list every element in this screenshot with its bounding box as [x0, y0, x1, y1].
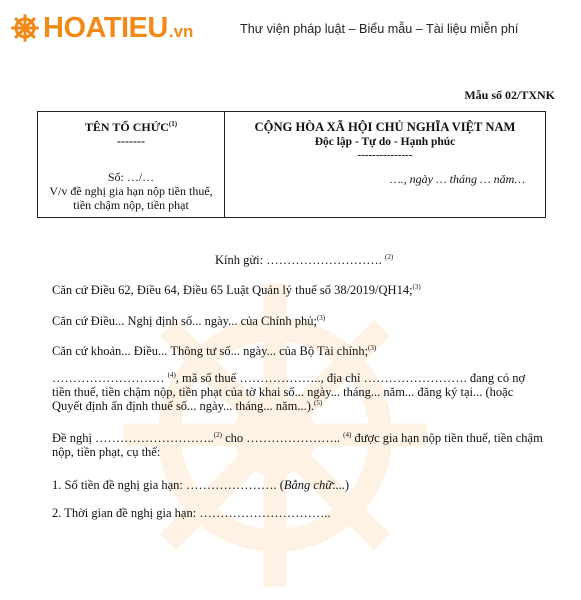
paragraph-legal-basis-decree: Căn cứ Điều... Nghị định số... ngày... của Chính phủ;$^{(3)}$	[52, 313, 326, 328]
logo-suffix: .vn	[168, 21, 194, 41]
paragraph-request: Đề nghị ………………………..$^{(2)}$ cho ………………….. $^{(4)}$ được gia hạn nộp tiền thuế, tiền chậm nộp, tiền phạt, cụ thể:	[52, 430, 543, 459]
item-duration: 2. Thời gian đề nghị gia hạn: …………………………..	[52, 506, 331, 520]
organization-divider: -------	[117, 134, 145, 148]
item-amount: 1. Số tiền đề nghị gia hạn: …………………. (Bằng chữ:...)	[52, 478, 350, 492]
organization-name: TÊN TỔ CHỨC$^{(1)}$	[84, 120, 178, 134]
paragraph-debt-info: ……………………… $^{(4)}$, mã số thuế ……………….., địa chỉ ……………………. đang có nợ tiền thuế, tiền chậm nộp, tiền phạt của tờ khai số... ngày... tháng... năm... đăng ký tại... (hoặc Quyết định ấn định thuế số... ngày... tháng... năm...).$^{(5)}$	[52, 370, 526, 413]
salutation: Kính gửi: ………………………. $^{(2)}$	[215, 252, 394, 267]
paragraph-legal-basis-circular: Căn cứ khoản... Điều... Thông tư số... ngày... của Bộ Tài chính;$^{(3)}$	[52, 343, 377, 358]
national-header-column	[225, 112, 545, 217]
form-number: Mẫu số 02/TXNK	[464, 88, 555, 102]
site-logo[interactable]	[10, 10, 193, 46]
motto-divider: ---------------	[357, 149, 413, 161]
national-title: CỘNG HÒA XÃ HỘI CHỦ NGHĨA VIỆT NAM	[254, 120, 516, 134]
ship-wheel-icon	[10, 13, 40, 43]
document-subject: V/v đề nghị gia hạn nộp tiền thuế, tiền chậm nộp, tiền phạt	[49, 184, 213, 212]
organization-column	[38, 112, 225, 217]
site-tagline: Thư viện pháp luật – Biểu mẫu – Tài liệu miễn phí	[240, 22, 519, 36]
national-motto: Độc lập - Tự do - Hạnh phúc	[314, 136, 456, 148]
date-line: …., ngày … tháng … năm…	[389, 172, 525, 186]
logo-name: HOATIEU	[43, 11, 168, 44]
document-number: Số: …/…	[107, 170, 155, 184]
document-header-table	[37, 111, 546, 218]
paragraph-legal-basis-law: Căn cứ Điều 62, Điều 64, Điều 65 Luật Quản lý thuế số 38/2019/QH14;$^{(3)}$	[52, 282, 421, 297]
